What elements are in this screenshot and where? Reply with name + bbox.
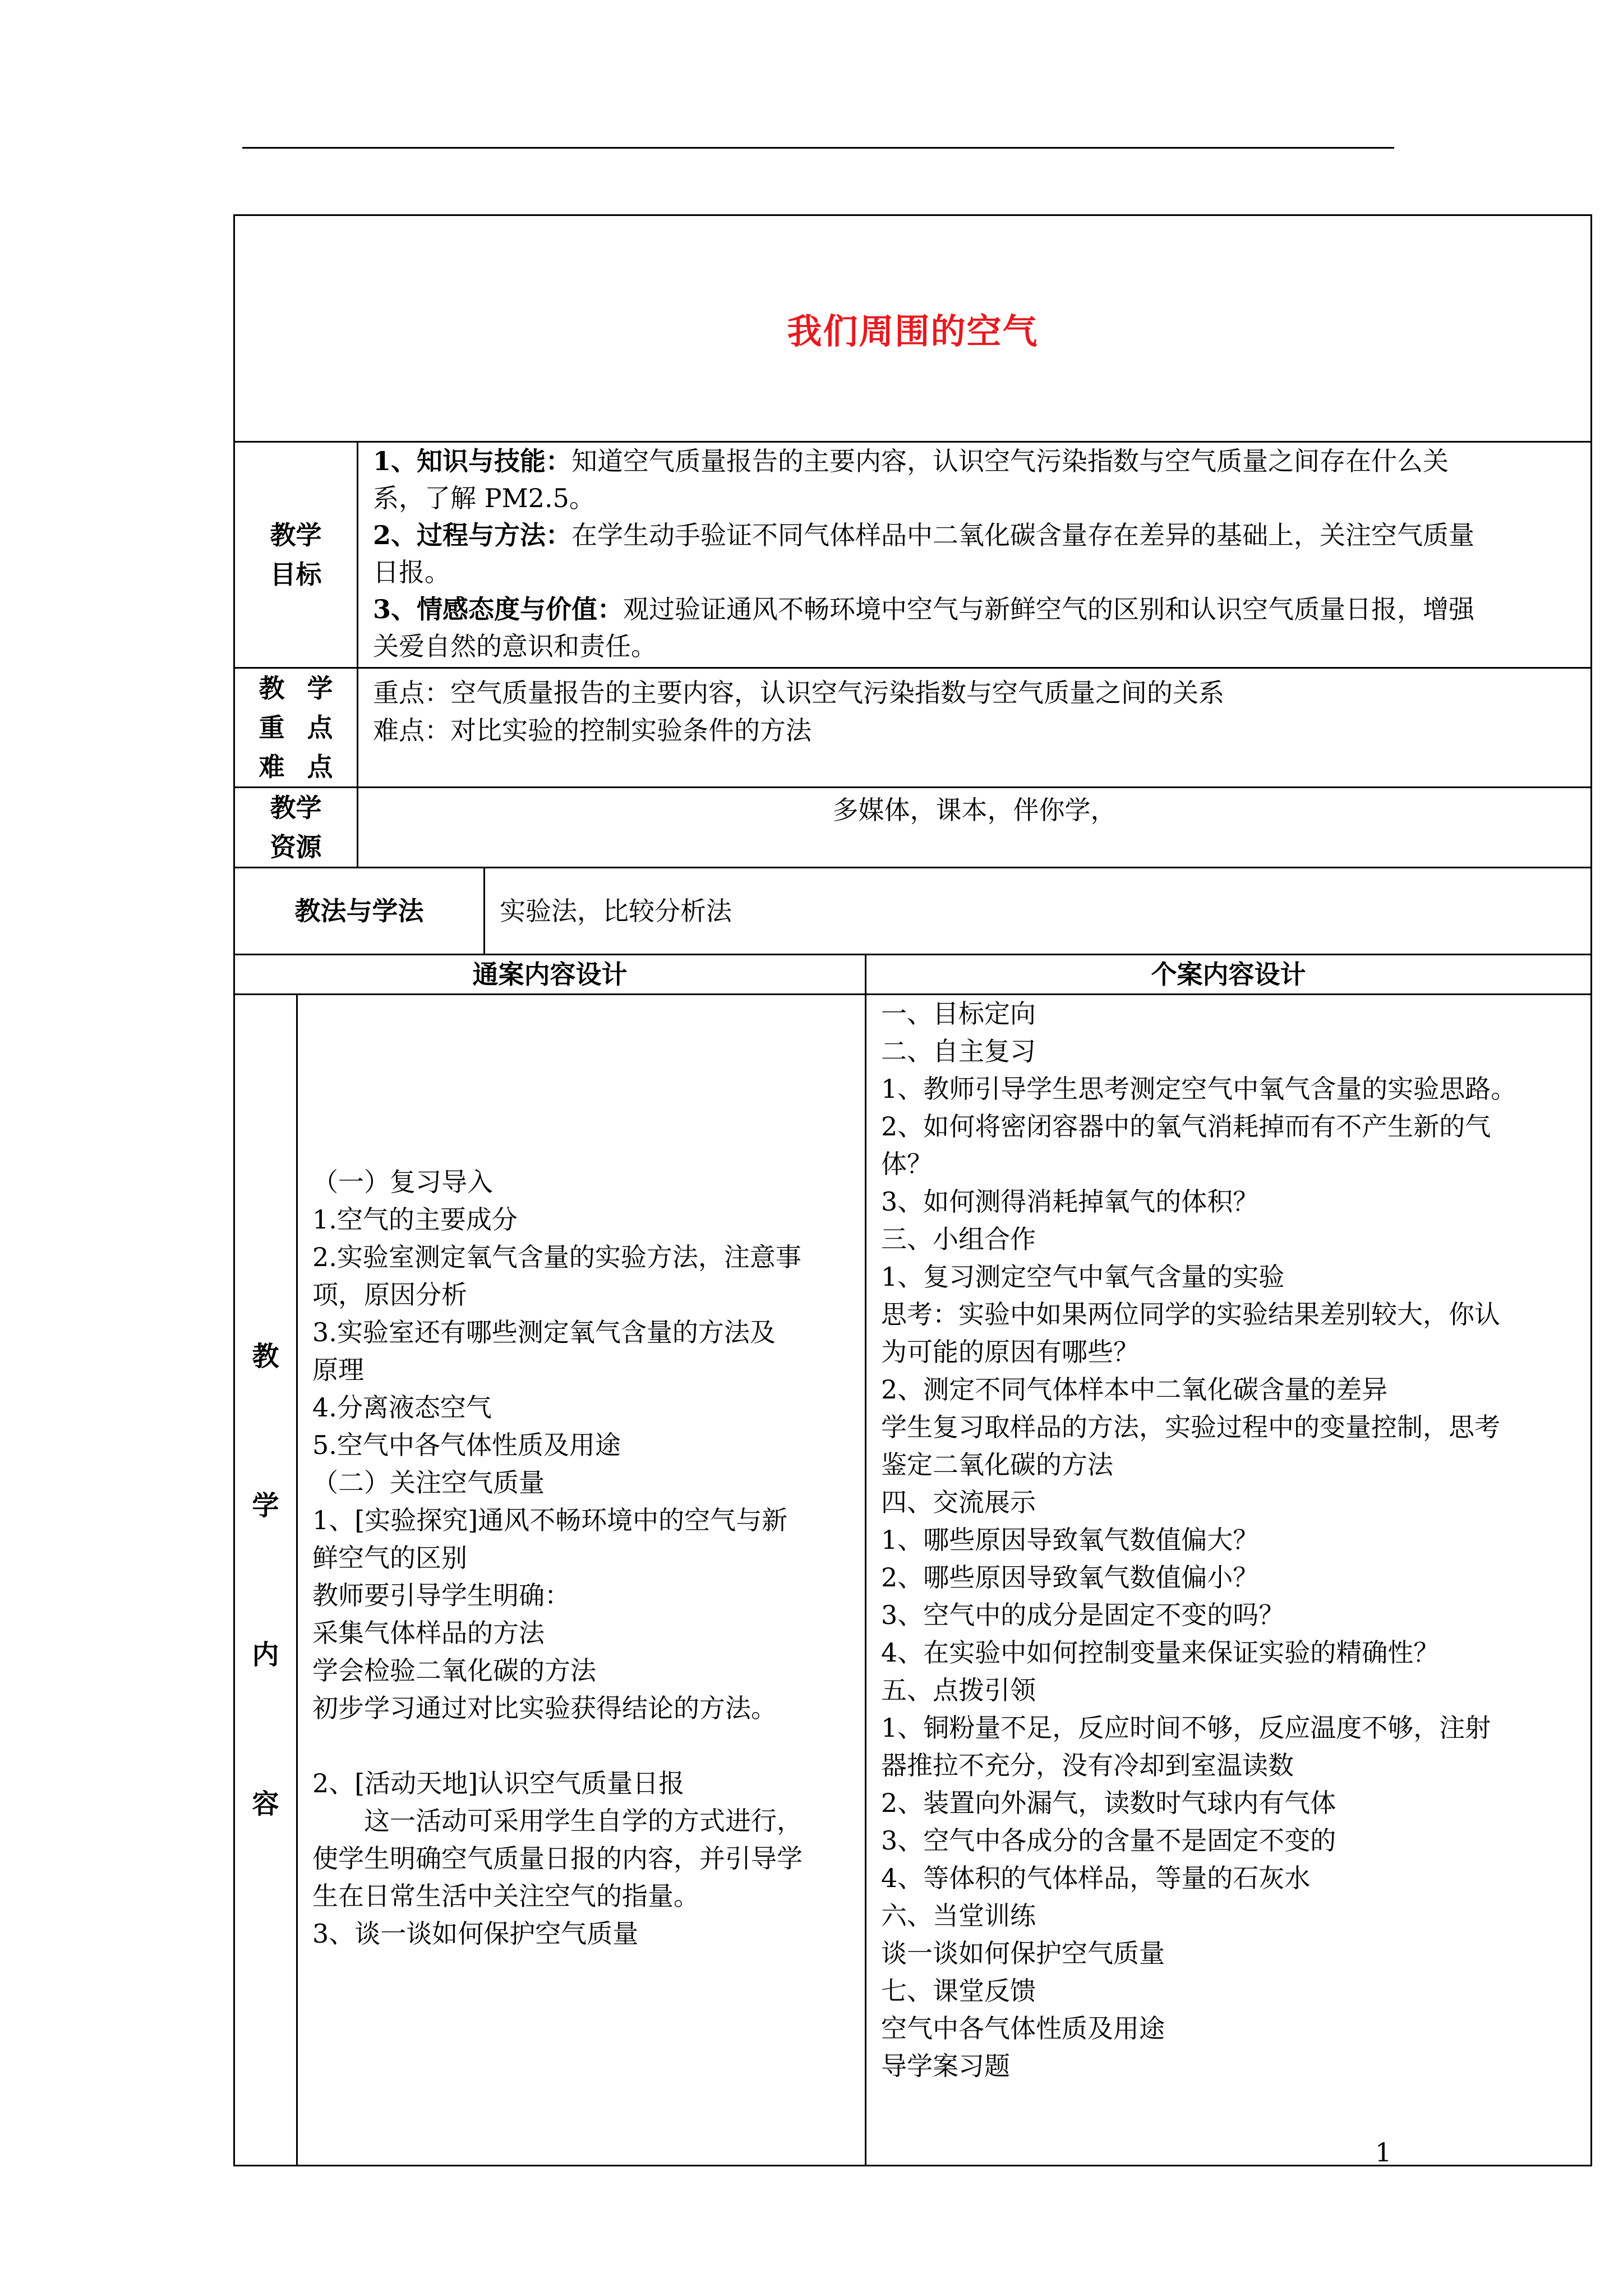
individual-design-line: 4、在实验中如何控制变量来保证实验的精确性？ (881, 1637, 1440, 1668)
individual-design-line: 1、哪些原因导致氧气数值偏大？ (881, 1525, 1259, 1555)
common-design-line: 1.空气的主要成分 (312, 1204, 518, 1235)
individual-design-header: 个案内容设计 (866, 955, 1592, 995)
common-design-line: 3.实验室还有哪些测定氧气含量的方法及 (312, 1317, 776, 1347)
individual-design-line: 谈一谈如何保护空气质量 (881, 1938, 1165, 1968)
individual-design-line: 3、空气中的成分是固定不变的吗？ (881, 1600, 1285, 1630)
objective-line: 日报。 (373, 557, 450, 587)
difficulty-line: 难点：对比实验的控制实验条件的方法 (373, 715, 811, 746)
common-design-line: 项，原因分析 (312, 1280, 467, 1310)
individual-design-line: 器推拉不充分，没有冷却到室温读数 (881, 1750, 1294, 1780)
key-point-line: 重点：空气质量报告的主要内容，认识空气污染指数与空气质量之间的关系 (373, 678, 1224, 708)
teaching-content-label: 教 学 内 容 (234, 995, 297, 2166)
individual-design-line: 学生复习取样品的方法，实验过程中的变量控制，思考 (881, 1412, 1500, 1442)
methods-content (485, 868, 1592, 955)
common-design-line: 3、谈一谈如何保护空气质量 (312, 1918, 639, 1949)
common-design-line: 使学生明确空气质量日报的内容，并引导学 (312, 1843, 803, 1874)
document-title: 我们周围的空气 (787, 311, 1039, 352)
common-design-line: 教师要引导学生明确： (312, 1580, 570, 1611)
individual-design-line: 2、哪些原因导致氧气数值偏小？ (881, 1562, 1259, 1593)
individual-design-line: 3、空气中各成分的含量不是固定不变的 (881, 1825, 1336, 1856)
common-design-line: 这一活动可采用学生自学的方式进行， (364, 1806, 803, 1836)
resources-content (358, 788, 1592, 868)
individual-design-line: 一、目标定向 (881, 999, 1036, 1029)
individual-design-line: 空气中各气体性质及用途 (881, 2013, 1165, 2044)
individual-design-line: 1、铜粉量不足，反应时间不够，反应温度不够，注射 (881, 1713, 1491, 1743)
individual-design-line: 三、小组合作 (881, 1224, 1036, 1254)
individual-design-line: 导学案习题 (881, 2051, 1010, 2081)
title-cell (234, 215, 1592, 442)
methods-label: 教法与学法 (234, 868, 485, 955)
common-design-content (297, 995, 866, 2166)
common-design-line: 学会检验二氧化碳的方法 (312, 1655, 596, 1686)
objective-line: 3、情感态度与价值：观过验证通风不畅环境中空气与新鲜空气的区别和认识空气质量日报，增强 (373, 594, 1475, 624)
common-design-line: 5.空气中各气体性质及用途 (312, 1430, 621, 1460)
individual-design-line: 二、自主复习 (881, 1036, 1036, 1066)
individual-design-line: 七、课堂反馈 (881, 1976, 1036, 2006)
objective-line: 关爱自然的意识和责任。 (373, 631, 657, 661)
common-design-line (312, 1727, 854, 1765)
individual-design-line: 思考：实验中如果两位同学的实验结果差别较大，你认 (881, 1299, 1500, 1329)
individual-design-line: 1、复习测定空气中氧气含量的实验 (881, 1262, 1285, 1292)
individual-design-line: 为可能的原因有哪些？ (881, 1337, 1139, 1367)
common-design-line: （二）关注空气质量 (312, 1467, 545, 1498)
individual-design-line: 1、教师引导学生思考测定空气中氧气含量的实验思路。 (881, 1074, 1517, 1104)
methods-text: 实验法，比较分析法 (500, 895, 732, 926)
individual-design-line: 2、如何将密闭容器中的氧气消耗掉而有不产生新的气 (881, 1111, 1491, 1142)
header-rule (242, 147, 1394, 149)
individual-design-line: 五、点拨引领 (881, 1675, 1036, 1705)
individual-design-line: 鉴定二氧化碳的方法 (881, 1450, 1113, 1480)
objectives-label: 教学 目标 (234, 442, 358, 668)
objective-line: 2、过程与方法：在学生动手验证不同气体样品中二氧化碳含量存在差异的基础上，关注空气质量 (373, 520, 1475, 550)
keypoints-label: 教学 重点 难点 (234, 668, 358, 788)
common-design-line: 4.分离液态空气 (312, 1392, 492, 1423)
individual-design-content (866, 995, 1592, 2166)
common-design-line: 生在日常生活中关注空气的指量。 (312, 1881, 699, 1911)
individual-design-line: 四、交流展示 (881, 1487, 1036, 1517)
common-design-line: 原理 (312, 1355, 364, 1385)
individual-design-line: 2、测定不同气体样本中二氧化碳含量的差异 (881, 1374, 1388, 1405)
individual-design-line: 3、如何测得消耗掉氧气的体积？ (881, 1186, 1259, 1217)
common-design-line: 鲜空气的区别 (312, 1543, 467, 1573)
common-design-line: 初步学习通过对比实验获得结论的方法。 (312, 1693, 777, 1723)
page-number: 1 (1375, 2137, 1392, 2168)
lesson-plan-table (233, 214, 1592, 2166)
individual-design-line: 体？ (881, 1149, 933, 1179)
common-design-line: 2、[活动天地]认识空气质量日报 (312, 1768, 685, 1798)
individual-design-line: 4、等体积的气体样品，等量的石灰水 (881, 1863, 1311, 1893)
resources-label: 教学 资源 (234, 788, 358, 868)
individual-design-line: 2、装置向外漏气，读数时气球内有气体 (881, 1788, 1336, 1818)
common-design-line: （一）复习导入 (312, 1167, 493, 1197)
common-design-header: 通案内容设计 (234, 955, 866, 995)
resources-text: 多媒体，课本，伴你学， (832, 795, 1117, 825)
objectives-content (358, 442, 1592, 668)
keypoints-content (358, 668, 1592, 788)
individual-design-line: 六、当堂训练 (881, 1901, 1036, 1931)
objective-line: 系，了解 PM2.5。 (373, 483, 595, 513)
common-design-line: 采集气体样品的方法 (312, 1618, 545, 1648)
common-design-line: 2.实验室测定氧气含量的实验方法，注意事 (312, 1242, 801, 1272)
common-design-line: 1、[实验探究]通风不畅环境中的空气与新 (312, 1505, 788, 1535)
objective-line: 1、知识与技能：知道空气质量报告的主要内容，认识空气污染指数与空气质量之间存在什么关 (373, 446, 1449, 476)
